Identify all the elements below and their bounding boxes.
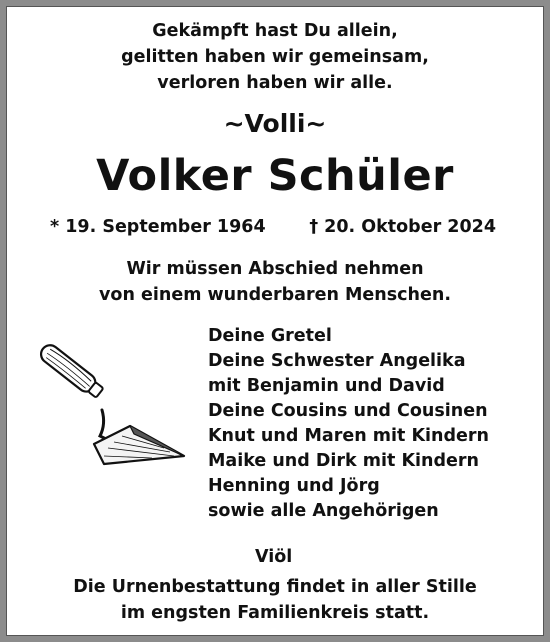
mourner-line: Knut und Maren mit Kindern [208, 426, 489, 446]
mourner-line: Deine Schwester Angelika [208, 351, 466, 371]
birth-date: * 19. September 1964 [50, 217, 266, 237]
place-name: Viöl [255, 547, 293, 567]
death-date: † 20. Oktober 2024 [309, 217, 496, 237]
mourner-line: Henning und Jörg [208, 476, 380, 496]
deceased-name: Volker Schüler [96, 151, 454, 201]
funeral-note: Die Urnenbestattung findet in aller Stille im engsten Familienkreis statt. [73, 577, 477, 623]
mourners-list [208, 324, 489, 524]
trowel-icon [34, 344, 194, 470]
mourner-line: Maike und Dirk mit Kindern [208, 451, 479, 471]
memorial-verse: Gekämpft hast Du allein, gelitten haben wir gemeinsam, verloren haben wir alle. [121, 21, 429, 93]
farewell-text: Wir müssen Abschied nehmen von einem wunderbaren Menschen. [99, 259, 451, 305]
mourner-line: mit Benjamin und David [208, 376, 445, 396]
mourner-line: Deine Gretel [208, 326, 332, 346]
mourner-line: sowie alle Angehörigen [208, 501, 439, 521]
mourner-line: Deine Cousins und Cousinen [208, 401, 488, 421]
nickname: ~Volli~ [223, 109, 327, 138]
